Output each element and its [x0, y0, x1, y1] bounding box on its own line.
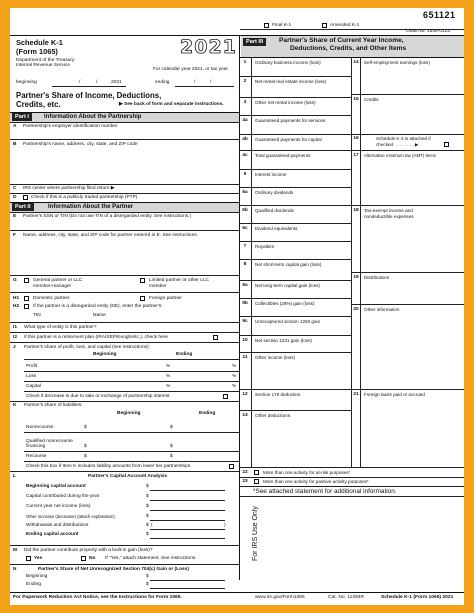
irs-use-only-label: For IRS Use Only	[252, 506, 259, 561]
share-title-2: Credits, etc.	[16, 100, 61, 109]
line-17-number: 17	[353, 153, 359, 158]
date-slash: /	[210, 80, 212, 85]
department: Department of the Treasury	[16, 58, 75, 63]
line-n-letter: N	[13, 567, 17, 572]
part1-title: Information About the Partnership	[44, 114, 142, 120]
dollar-sign: $	[146, 504, 149, 509]
line-13-label: Other deductions	[255, 413, 290, 418]
line-6c-label: Dividend equivalents	[255, 226, 298, 231]
line-4b-amount-field[interactable]	[252, 143, 350, 149]
line-7-label: Royalties	[255, 244, 274, 249]
line-f-text: Name, address, city, state, and ZIP code for partner entered in E. See instructions.	[23, 233, 198, 238]
line-2-label: Net rental real estate income (loss)	[255, 79, 327, 84]
row-divider	[239, 410, 351, 411]
line-11-amount-field[interactable]	[252, 361, 350, 388]
amended-k1-label: Amended K-1	[330, 23, 360, 28]
line-6b-number: 6b	[242, 208, 248, 213]
line-13-amount-field[interactable]	[252, 419, 350, 466]
part3-label: Part III	[243, 38, 266, 46]
line-9c-number: 9c	[242, 319, 248, 324]
line-21-label: Foreign taxes paid or accrued	[364, 392, 425, 397]
line-h2-text: If the partner is a disregarded entity (DE), enter the partner's:	[33, 304, 163, 309]
date-slash: /	[194, 80, 196, 85]
row-divider	[239, 150, 351, 151]
line-6b-label: Qualified dividends	[255, 208, 294, 213]
pct-sign: %	[166, 364, 171, 369]
sale-exchange-checkbox[interactable]	[223, 394, 228, 399]
line-9a-amount-field[interactable]	[252, 289, 350, 297]
line-6c-amount-field[interactable]	[252, 232, 350, 240]
line-4b-label: Guaranteed payments for capital	[255, 137, 322, 142]
row-divider	[239, 76, 351, 77]
line-1-label: Ordinary business income (loss)	[255, 60, 321, 65]
line-17-label: Alternative minimum tax (AMT) items	[364, 153, 436, 158]
line-i1-text: What type of entity is this partner?	[24, 325, 97, 330]
line-12-label: Section 179 deduction	[255, 392, 301, 397]
row-divider	[239, 205, 351, 206]
dollar-sign: $	[146, 582, 149, 587]
line-16-number: 16	[353, 136, 359, 141]
see-attached-statement: *See attached statement for additional information.	[253, 488, 397, 495]
line-e-text: Partner's SSN or TIN (Do not use TIN of a disregarded entity. See instructions.)	[23, 214, 192, 219]
general-partner-label: General partner or LLC	[33, 278, 83, 283]
limited-partner-label-2: member	[149, 284, 167, 289]
line-5-number: 5	[243, 172, 247, 177]
row-divider	[239, 169, 351, 170]
line-9c-label: Unrecaptured section 1250 gain	[255, 319, 321, 324]
withdrawals-label: Withdrawals and distributions	[26, 523, 89, 528]
line-14-label: Self-employment earnings (loss)	[364, 60, 430, 65]
beginning-label: beginning	[16, 80, 37, 85]
line-9a-label: Net long-term capital gain (loss)	[255, 283, 320, 288]
row-divider	[239, 134, 351, 135]
irs-url[interactable]: www.irs.gov/Form1065	[255, 595, 305, 600]
j-beginning-header: Beginning	[93, 352, 117, 357]
line-7-number: 7	[243, 244, 247, 249]
line-7-amount-field[interactable]	[252, 250, 350, 258]
line-15-number: 15	[353, 97, 359, 102]
line-1-amount-field[interactable]	[252, 66, 350, 75]
dollar-sign: $	[84, 444, 87, 449]
line-b-letter: B	[13, 142, 17, 147]
footer-form-name: Schedule K-1 (Form 1065) 2021	[381, 595, 454, 600]
line-11-label: Other income (loss)	[255, 355, 296, 360]
line-j-text: Partner's share of profit, loss, and capital (see instructions):	[24, 345, 150, 350]
line-4a-amount-field[interactable]	[252, 124, 350, 133]
dollar-sign: $	[146, 494, 149, 499]
line-2-amount-field[interactable]	[252, 85, 350, 96]
lower-tier-checkbox[interactable]	[229, 464, 234, 469]
line-d-letter: D	[13, 195, 17, 200]
line-9b-amount-field[interactable]	[252, 307, 350, 315]
row-divider	[239, 298, 351, 299]
line-4a-label: Guaranteed payments for services	[255, 118, 326, 123]
dollar-sign: $	[146, 484, 149, 489]
j-ending-header: Ending	[176, 352, 193, 357]
line-4a-number: 4a	[242, 118, 248, 123]
line-18-number: 18	[353, 208, 359, 213]
row-divider	[239, 115, 351, 116]
line-a-text: Partnership's employer identification number	[23, 124, 118, 129]
capital-analysis-title: Partner's Capital Account Analysis	[88, 474, 168, 479]
row-divider	[239, 335, 351, 336]
date-year: 2021	[111, 80, 122, 85]
line-2-number: 2	[243, 79, 247, 84]
k-beginning-header: Beginning	[117, 411, 141, 416]
qualified-nonrecourse-label: Qualified nonrecourse	[26, 439, 73, 444]
row-divider	[239, 259, 351, 260]
ending-capital-label: Ending capital account	[26, 532, 79, 537]
row-divider	[239, 241, 351, 242]
line-c-text: IRS center where partnership filed return ▶	[23, 186, 115, 191]
irs-name: Internal Revenue Service	[16, 63, 70, 68]
line-n-text: Partner's Share of Net Unrecognized Section 704(c) Gain or (Loss)	[38, 567, 189, 572]
line-16-label: Schedule K-3 is attached if	[376, 136, 431, 141]
n-beginning-label: Beginning	[26, 574, 48, 579]
line-m-text: Did the partner contribute property with a built-in gain (loss)?	[24, 548, 153, 553]
capital-label: Capital	[26, 384, 41, 389]
dollar-sign: $	[146, 574, 149, 579]
domestic-partner-label: Domestic partner	[33, 296, 70, 301]
line-l-letter: L	[13, 474, 16, 479]
final-k1-label: Final K-1	[272, 23, 292, 28]
see-back-note: ▶ See back of form and separate instructions.	[119, 102, 224, 107]
row-divider	[239, 280, 351, 281]
j-decrease-text: Check if decrease is due to sale or exchange of partnership interest	[26, 394, 170, 399]
ending-label: ending	[155, 80, 170, 85]
line-a-letter: A	[13, 124, 17, 129]
dollar-sign: $	[170, 425, 173, 430]
dollar-sign: $	[146, 523, 149, 528]
line-3-amount-field[interactable]	[252, 106, 350, 114]
financing-label: financing	[26, 444, 46, 449]
line-9a-number: 9a	[242, 283, 248, 288]
line-20-label: Other information	[364, 307, 400, 312]
dollar-sign: $	[170, 444, 173, 449]
recourse-label: Recourse	[26, 454, 47, 459]
capital-contributed-label: Capital contributed during the year	[26, 494, 100, 499]
catalog-number: Cat. No. 11394R	[328, 595, 365, 600]
line-18-label: Tax-exempt income and	[364, 208, 413, 213]
limited-partner-label: Limited partner or other LLC	[149, 278, 209, 283]
general-partner-label-2: member-manager	[33, 284, 72, 289]
line-6a-label: Ordinary dividends	[255, 190, 294, 195]
form-number: (Form 1065)	[16, 47, 58, 56]
line-10-label: Net section 1231 gain (loss)	[255, 338, 312, 343]
schedule-k1-form	[10, 8, 464, 605]
line-6b-amount-field[interactable]	[252, 214, 350, 222]
k-lower-tier-text: Check this box if Item K includes liability amounts from lower tier partnerships	[26, 464, 191, 469]
k-ending-header: Ending	[199, 411, 216, 416]
line-6a-amount-field[interactable]	[252, 196, 350, 204]
line-k-text: Partner's share of liabilities:	[24, 403, 83, 408]
at-risk-checkbox[interactable]	[254, 470, 259, 475]
line-g-letter: G	[13, 278, 17, 283]
nonrecourse-label: Nonrecourse	[26, 425, 54, 430]
line-21-number: 21	[353, 392, 359, 397]
line-8-amount-field[interactable]	[252, 268, 350, 279]
line-h2-label: H2	[13, 304, 20, 309]
line-16-label-2: checked	[376, 142, 394, 147]
line-12-number: 12	[242, 392, 248, 397]
other-increase-label: Other increase (decrease) (attach explanation)	[26, 514, 115, 519]
line-4b-number: 4b	[242, 137, 248, 142]
pct-sign: %	[166, 384, 171, 389]
row-divider	[239, 352, 351, 353]
line-5-amount-field[interactable]	[252, 178, 350, 186]
omb-number: OMB No. 1545-0123	[406, 29, 450, 34]
line-22-label: More than one activity for at-risk purposes*	[263, 470, 351, 475]
line-20-number: 20	[353, 307, 359, 312]
share-title-1: Partner's Share of Income, Deductions,	[16, 91, 162, 100]
pct-sign: %	[166, 374, 171, 379]
dollar-sign: $	[84, 425, 87, 430]
schedule-k3-checkbox[interactable]	[444, 142, 449, 147]
row-divider	[239, 187, 351, 188]
no-label: No	[89, 556, 96, 561]
paren-open: (	[151, 523, 153, 528]
line-d-text: Check if this is a publicly traded partnership (PTP)	[31, 195, 138, 200]
final-k1-checkbox[interactable]	[264, 23, 269, 28]
line-i2-text: If this partner is a retirement plan (IRA/SEP/Keogh/etc.), check here	[24, 335, 168, 340]
line-10-amount-field[interactable]	[252, 344, 350, 351]
pct-sign: %	[232, 364, 237, 369]
line-k-letter: K	[13, 403, 17, 408]
foreign-partner-checkbox[interactable]	[140, 296, 145, 301]
loss-label: Loss	[26, 374, 37, 379]
line-10-number: 10	[242, 338, 248, 343]
line-13-number: 13	[242, 413, 248, 418]
line-3-label: Other net rental income (loss)	[255, 100, 316, 105]
line-i2-label: I2	[13, 335, 18, 340]
line-11-number: 11	[242, 355, 248, 360]
net-income-label: Current year net income (loss)	[26, 504, 91, 509]
line-19-label: Distributions	[364, 275, 390, 280]
line-b-text: Partnership's name, address, city, state, and ZIP code	[23, 142, 138, 147]
line-4c-amount-field[interactable]	[252, 159, 350, 168]
name-label: Name	[93, 313, 106, 318]
dollar-sign: $	[146, 532, 149, 537]
dollar-sign: $	[146, 514, 149, 519]
dollar-sign: $	[84, 454, 87, 459]
line-8-number: 8	[243, 262, 247, 267]
foreign-partner-label: Foreign partner	[149, 296, 182, 301]
ptp-checkbox[interactable]	[23, 195, 28, 200]
beginning-capital-label: Beginning capital account	[26, 484, 86, 489]
part3-title-1: Partner's Share of Current Year Income,	[279, 37, 404, 44]
line-6c-number: 6c	[242, 226, 248, 231]
tax-year: 2021	[180, 36, 237, 58]
part1-label: Part I	[12, 113, 32, 121]
line-9c-amount-field[interactable]	[252, 325, 350, 334]
date-slash: /	[96, 80, 98, 85]
line-15-label: Credits	[364, 97, 379, 102]
pct-sign: %	[232, 384, 237, 389]
m-yes-checkbox[interactable]	[26, 556, 31, 561]
line-f-letter: F	[13, 233, 16, 238]
line-3-number: 3	[243, 100, 247, 105]
line-18-label-2: nondeductible expenses	[364, 214, 414, 219]
row-divider	[239, 97, 351, 98]
line-m-letter: M	[13, 548, 17, 553]
calendar-text: For calendar year 2021, or tax year	[153, 67, 228, 72]
line-19-number: 19	[353, 275, 359, 280]
line-1-number: 1	[243, 60, 247, 65]
line-23-number: 23	[242, 479, 248, 484]
profit-label: Profit	[26, 364, 38, 369]
line-14-number: 14	[353, 60, 359, 65]
line-h1-label: H1	[13, 296, 20, 301]
m-attach-text: If "Yes," attach statement. See instructions.	[105, 556, 197, 561]
m-no-checkbox[interactable]	[81, 556, 86, 561]
row-divider	[239, 389, 351, 390]
line-9b-label: Collectibles (28%) gain (loss)	[255, 301, 315, 306]
amended-k1-checkbox[interactable]	[322, 23, 327, 28]
disregarded-entity-checkbox[interactable]	[24, 304, 29, 309]
pct-sign: %	[232, 374, 237, 379]
part3-title-2: Deductions, Credits, and Other Items	[290, 45, 407, 52]
dollar-sign: $	[170, 454, 173, 459]
line-23-label: More than one activity for passive activity purposes*	[263, 479, 369, 484]
paren-close: )	[224, 523, 226, 528]
line-4c-label: Total guaranteed payments	[255, 153, 311, 158]
row-divider	[239, 223, 351, 224]
passive-activity-checkbox[interactable]	[254, 479, 259, 484]
date-slash: /	[79, 80, 81, 85]
line-16-arrow: . . . . . . . ▶	[397, 142, 419, 147]
line-6a-number: 6a	[242, 190, 248, 195]
tin-label: TIN	[33, 313, 41, 318]
retirement-plan-checkbox[interactable]	[213, 335, 218, 340]
line-8-label: Net short-term capital gain (loss)	[255, 262, 322, 267]
line-4c-number: 4c	[242, 153, 248, 158]
paperwork-notice: For Paperwork Reduction Act Notice, see the Instructions for Form 1065.	[13, 595, 182, 600]
line-12-amount-field[interactable]	[252, 398, 350, 409]
line-9b-number: 9b	[242, 301, 248, 306]
line-e-letter: E	[13, 214, 17, 219]
form-title: Schedule K-1	[16, 38, 63, 47]
row-divider	[239, 316, 351, 317]
line-j-letter: J	[13, 345, 16, 350]
line-5-label: Interest income	[255, 172, 287, 177]
form-code: 651121	[423, 10, 456, 20]
yes-label: Yes	[34, 556, 43, 561]
domestic-partner-checkbox[interactable]	[24, 296, 29, 301]
part2-title: Information About the Partner	[48, 204, 134, 210]
line-22-number: 22	[242, 470, 248, 475]
line-c-letter: C	[13, 186, 17, 191]
part2-label: Part II	[12, 203, 34, 211]
general-partner-checkbox[interactable]	[24, 278, 29, 283]
limited-partner-checkbox[interactable]	[140, 278, 145, 283]
line-i1-label: I1	[13, 325, 18, 330]
n-ending-label: Ending	[26, 582, 41, 587]
